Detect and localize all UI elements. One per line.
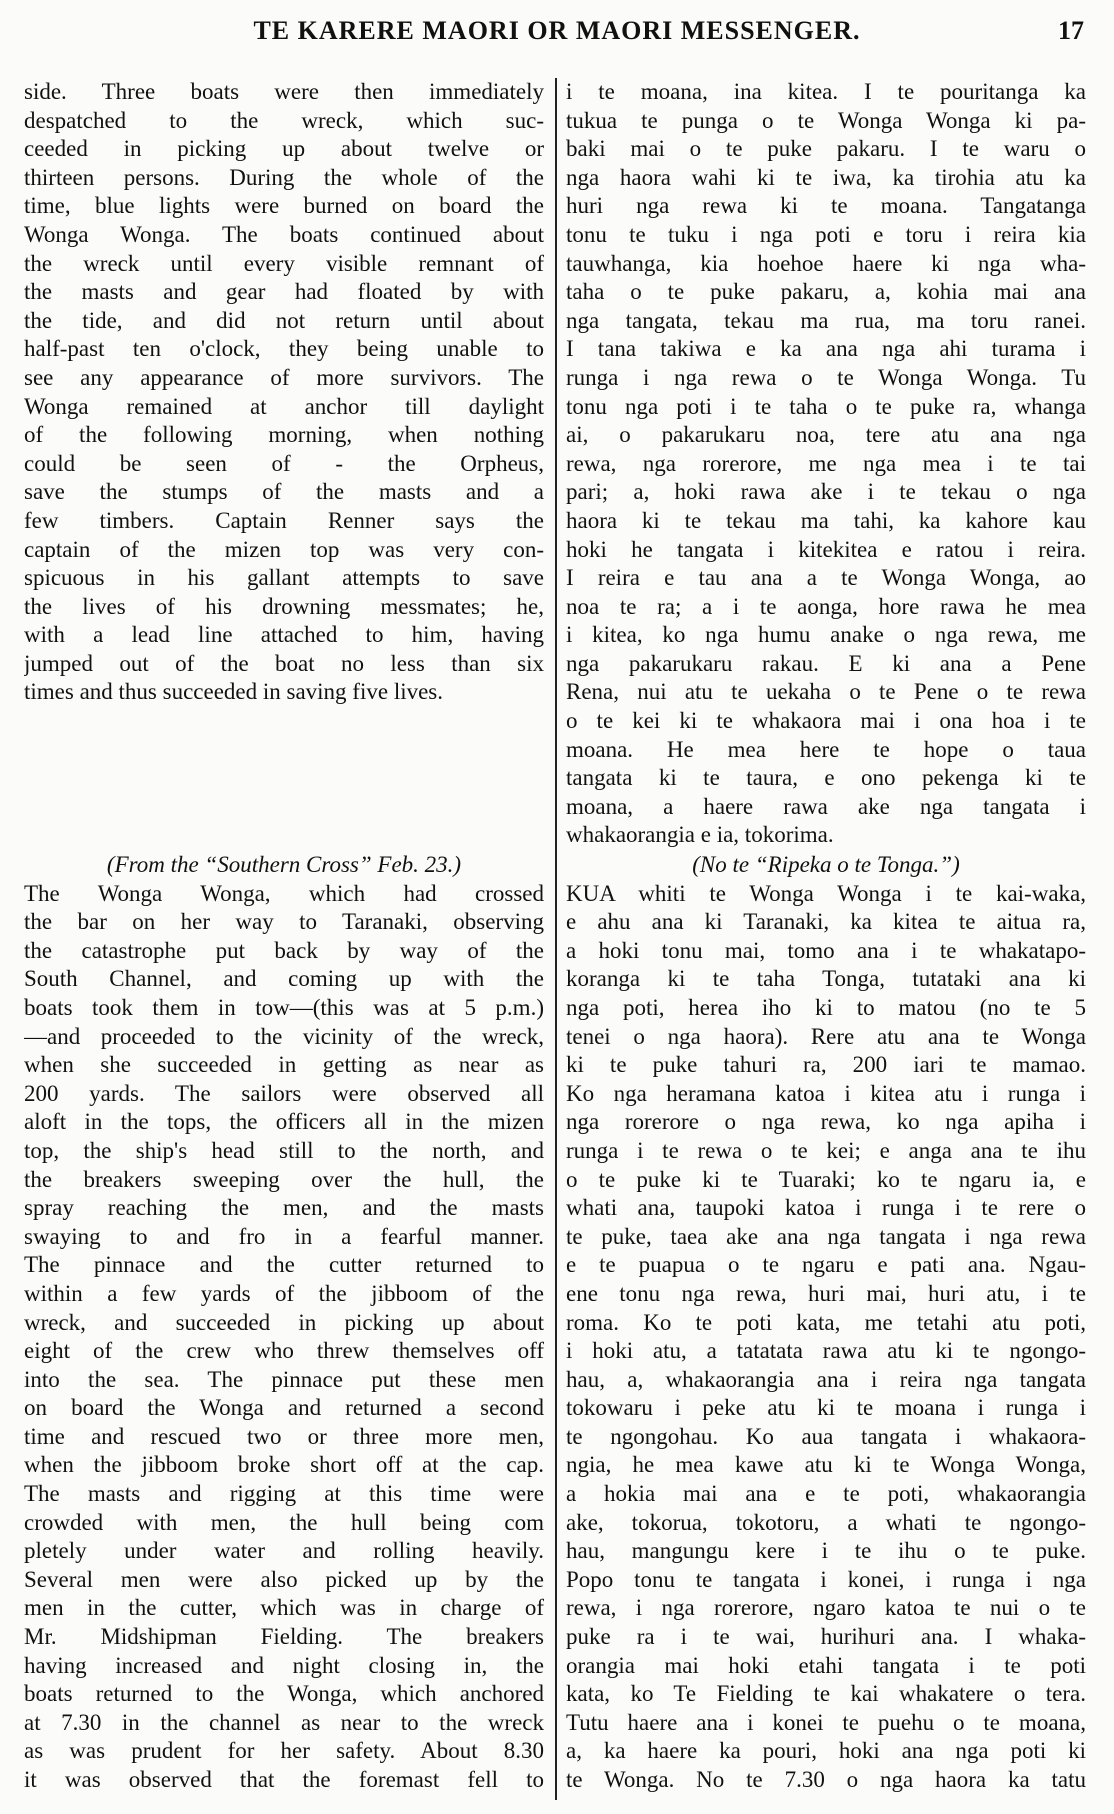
text-line: despatched to the wreck, which suc- <box>24 107 544 133</box>
text-line: Several men were also picked up by the <box>24 1566 544 1592</box>
text-line: puke ra i te wai, hurihuri ana. I whaka- <box>566 1624 1086 1650</box>
text-line: orangia mai hoki etahi tangata i te poti <box>566 1652 1086 1678</box>
text-line: jumped out of the boat no less than six <box>24 650 544 676</box>
text-line: men in the cutter, which was in charge of <box>24 1595 544 1621</box>
text-line: within a few yards of the jibboom of the <box>24 1280 544 1306</box>
text-line: it was observed that the foremast fell to <box>24 1767 544 1792</box>
text-line: te ngongohau. Ko aua tangata i whakaora- <box>566 1423 1086 1449</box>
text-line: hau, a, whakaorangia ana i reira nga tangata <box>566 1366 1086 1392</box>
text-line: i te moana, ina kitea. I te pouritanga ka <box>566 79 1086 104</box>
text-line: kata, ko Te Fielding te kai whakatere o tera. <box>566 1681 1086 1707</box>
text-line: o te puke ki te Tuaraki; ko te ngaru ia, e <box>566 1166 1086 1192</box>
text-line: e ahu ana ki Taranaki, ka kitea te aitua ra, <box>566 909 1086 935</box>
text-line: Rena, nui atu te uekaha o te Pene o te rewa <box>566 679 1086 705</box>
english-paragraph-2 <box>24 880 544 1795</box>
text-line: nga pakarukaru rakau. E ki ana a Pene <box>566 650 1086 676</box>
text-line: runga i nga rewa o te Wonga Wonga. Tu <box>566 364 1086 390</box>
text-line: save the stumps of the masts and a <box>24 479 544 505</box>
text-line: tenei o nga haora). Rere atu ana te Wonga <box>566 1023 1086 1049</box>
text-line: a hokia mai ana e te poti, whakaorangia <box>566 1481 1086 1507</box>
text-line: hau, mangungu kere i te ihu o te puke. <box>566 1538 1086 1564</box>
text-line: captain of the mizen top was very con- <box>24 536 544 562</box>
text-line: —and proceeded to the vicinity of the wreck, <box>24 1023 544 1049</box>
text-line: could be seen of - the Orpheus, <box>24 450 544 476</box>
text-line: tokowaru i peke atu ki te moana i runga i <box>566 1395 1086 1421</box>
text-line: ki te puke tahuri ra, 200 iari te mamao. <box>566 1052 1086 1078</box>
text-line: pletely under water and rolling heavily. <box>24 1538 544 1564</box>
text-line: into the sea. The pinnace put these men <box>24 1366 544 1392</box>
text-line: spray reaching the men, and the masts <box>24 1195 544 1221</box>
text-line: rewa, i nga rorerore, ngaro katoa te nui o te <box>566 1595 1086 1621</box>
text-line: o te kei ki te whakaora mai i ona hoa i te <box>566 708 1086 734</box>
text-line: I reira e tau ana a te Wonga Wonga, ao <box>566 565 1086 591</box>
text-line: ngia, he mea kawe atu ki te Wonga Wonga, <box>566 1452 1086 1478</box>
text-line: spicuous in his gallant attempts to save <box>24 565 544 591</box>
text-line: Ko nga heramana katoa i kitea atu i runga i <box>566 1080 1086 1106</box>
text-line: with a lead line attached to him, having <box>24 622 544 648</box>
text-line: i hoki atu, a tatatata rawa atu ki te ngongo- <box>566 1338 1086 1364</box>
text-line: side. Three boats were then immediately <box>24 79 544 104</box>
text-line: KUA whiti te Wonga Wonga i te kai-waka, <box>566 880 1086 906</box>
text-line: moana, a haere rawa ake nga tangata i <box>566 793 1086 819</box>
text-line: times and thus succeeded in saving five lives. <box>24 679 444 705</box>
text-line: few timbers. Captain Renner says the <box>24 507 544 533</box>
text-line: baki mai o te puke pakaru. I te waru o <box>566 136 1086 162</box>
text-line: crowded with men, the hull being com <box>24 1509 544 1535</box>
text-line: The Wonga Wonga, which had crossed <box>24 880 544 906</box>
text-line: at 7.30 in the channel as near to the wreck <box>24 1709 544 1735</box>
newspaper-title: TE KARERE MAORI OR MAORI MESSENGER. <box>253 16 861 45</box>
text-line: the breakers sweeping over the hull, the <box>24 1166 544 1192</box>
text-line: runga i te rewa o te kei; e anga ana te ihu <box>566 1137 1086 1163</box>
text-line: having increased and night closing in, the <box>24 1652 544 1678</box>
text-line: roma. Ko te poti kata, me tetahi atu poti, <box>566 1309 1086 1335</box>
text-line: nga poti, herea iho ki to matou (no te 5 <box>566 994 1086 1020</box>
text-line: taha o te puke pakaru, a, kohia mai ana <box>566 279 1086 305</box>
text-line: swaying to and fro in a fearful manner. <box>24 1223 544 1249</box>
text-line: the masts and gear had floated by with <box>24 279 544 305</box>
page-header <box>24 16 1090 56</box>
text-line: pari; a, hoki rawa ake i te tekau o nga <box>566 479 1086 505</box>
text-line: thirteen persons. During the whole of the <box>24 164 544 190</box>
text-line: see any appearance of more survivors. The <box>24 364 544 390</box>
text-line: whati ana, taupoki katoa i runga i te rere o <box>566 1195 1086 1221</box>
text-line: time and rescued two or three more men, <box>24 1423 544 1449</box>
maori-paragraph-2 <box>566 880 1086 1795</box>
text-line: tukua te punga o te Wonga Wonga ki pa- <box>566 107 1086 133</box>
text-line: haora ki te tekau ma tahi, ka kahore kau <box>566 507 1086 533</box>
text-line: The masts and rigging at this time were <box>24 1481 544 1507</box>
text-line: nga rorerore o nga rewa, ko nga apiha i <box>566 1109 1086 1135</box>
text-line: tauwhanga, kia hoehoe haere ki nga wha- <box>566 250 1086 276</box>
english-article-2 <box>24 851 544 1795</box>
text-line: te puke, taea ake ana nga tangata i nga rewa <box>566 1223 1086 1249</box>
english-source-line: (From the “Southern Cross” Feb. 23.) <box>106 852 462 877</box>
english-paragraph-1 <box>24 78 544 707</box>
text-line: te Wonga. No te 7.30 o nga haora ka tatu <box>566 1767 1086 1792</box>
text-line: noa te ra; a i te aonga, hore rawa he mea <box>566 593 1086 619</box>
maori-article-2 <box>566 851 1086 1795</box>
text-line: Popo tonu te tangata i konei, i runga i nga <box>566 1566 1086 1592</box>
text-line: when she succeeded in getting as near as <box>24 1052 544 1078</box>
page-number: 17 <box>1058 16 1084 45</box>
text-line: the catastrophe put back by way of the <box>24 937 544 963</box>
text-line: The pinnace and the cutter returned to <box>24 1252 544 1278</box>
text-line: of the following morning, when nothing <box>24 422 544 448</box>
text-line: huri nga rewa ki te moana. Tangatanga <box>566 193 1086 219</box>
maori-source-line: (No te “Ripeka o te Tonga.”) <box>692 852 960 877</box>
text-line: the lives of his drowning messmates; he, <box>24 593 544 619</box>
text-line: half-past ten o'clock, they being unable to <box>24 336 544 362</box>
text-line: nga haora wahi ki te iwa, ka tirohia atu ka <box>566 164 1086 190</box>
text-line: time, blue lights were burned on board the <box>24 193 544 219</box>
text-line: as was prudent for her safety. About 8.30 <box>24 1738 544 1764</box>
text-line: when the jibboom broke short off at the cap. <box>24 1452 544 1478</box>
text-line: Wonga remained at anchor till daylight <box>24 393 544 419</box>
text-line: ene tonu nga rewa, huri mai, huri atu, i te <box>566 1280 1086 1306</box>
text-line: the bar on her way to Taranaki, observing <box>24 909 544 935</box>
text-line: 200 yards. The sailors were observed all <box>24 1080 544 1106</box>
text-line: koranga ki te taha Tonga, tutataki ana ki <box>566 966 1086 992</box>
text-line: tonu nga poti i te taha o te puke ra, whanga <box>566 393 1086 419</box>
text-line: on board the Wonga and returned a second <box>24 1395 544 1421</box>
text-line: South Channel, and coming up with the <box>24 966 544 992</box>
text-line: top, the ship's head still to the north, and <box>24 1137 544 1163</box>
text-line: nga tangata, tekau ma rua, ma toru ranei. <box>566 307 1086 333</box>
text-line: i kitea, ko nga humu anake o nga rewa, me <box>566 622 1086 648</box>
text-line: the tide, and did not return until about <box>24 307 544 333</box>
text-line: eight of the crew who threw themselves off <box>24 1338 544 1364</box>
text-line: rewa, nga rorerore, me nga mea i te tai <box>566 450 1086 476</box>
text-line: Tutu haere ana i konei te puehu o te moana, <box>566 1709 1086 1735</box>
text-line: ai, o pakarukaru noa, tere atu ana nga <box>566 422 1086 448</box>
text-line: aloft in the tops, the officers all in the mizen <box>24 1109 544 1135</box>
text-line: whakaorangia e ia, tokorima. <box>566 822 834 848</box>
text-line: boats took them in tow—(this was at 5 p.m.) <box>24 994 544 1020</box>
text-line: ceeded in picking up about twelve or <box>24 136 544 162</box>
text-line: tonu te tuku i nga poti e toru i reira kia <box>566 221 1086 247</box>
text-line: a hoki tonu mai, tomo ana i te whakatapo- <box>566 937 1086 963</box>
text-line: moana. He mea here te hope o taua <box>566 736 1086 762</box>
text-line: a, ka haere ka pouri, hoki ana nga poti ki <box>566 1738 1086 1764</box>
text-line: hoki he tangata i kitekitea e ratou i reira. <box>566 536 1086 562</box>
text-line: tangata ki te taura, e ono pekenga ki te <box>566 765 1086 791</box>
column-divider <box>555 78 557 1800</box>
maori-paragraph-1 <box>566 78 1086 850</box>
text-line: Mr. Midshipman Fielding. The breakers <box>24 1624 544 1650</box>
text-line: Wonga Wonga. The boats continued about <box>24 221 544 247</box>
text-line: the wreck until every visible remnant of <box>24 250 544 276</box>
text-line: e te puapua o te ngaru e pati ana. Ngau- <box>566 1252 1086 1278</box>
text-line: I tana takiwa e ka ana nga ahi turama i <box>566 336 1086 362</box>
text-line: ake, tokorua, tokotoru, a whati te ngongo- <box>566 1509 1086 1535</box>
text-line: boats returned to the Wonga, which anchored <box>24 1681 544 1707</box>
text-line: wreck, and succeeded in picking up about <box>24 1309 544 1335</box>
